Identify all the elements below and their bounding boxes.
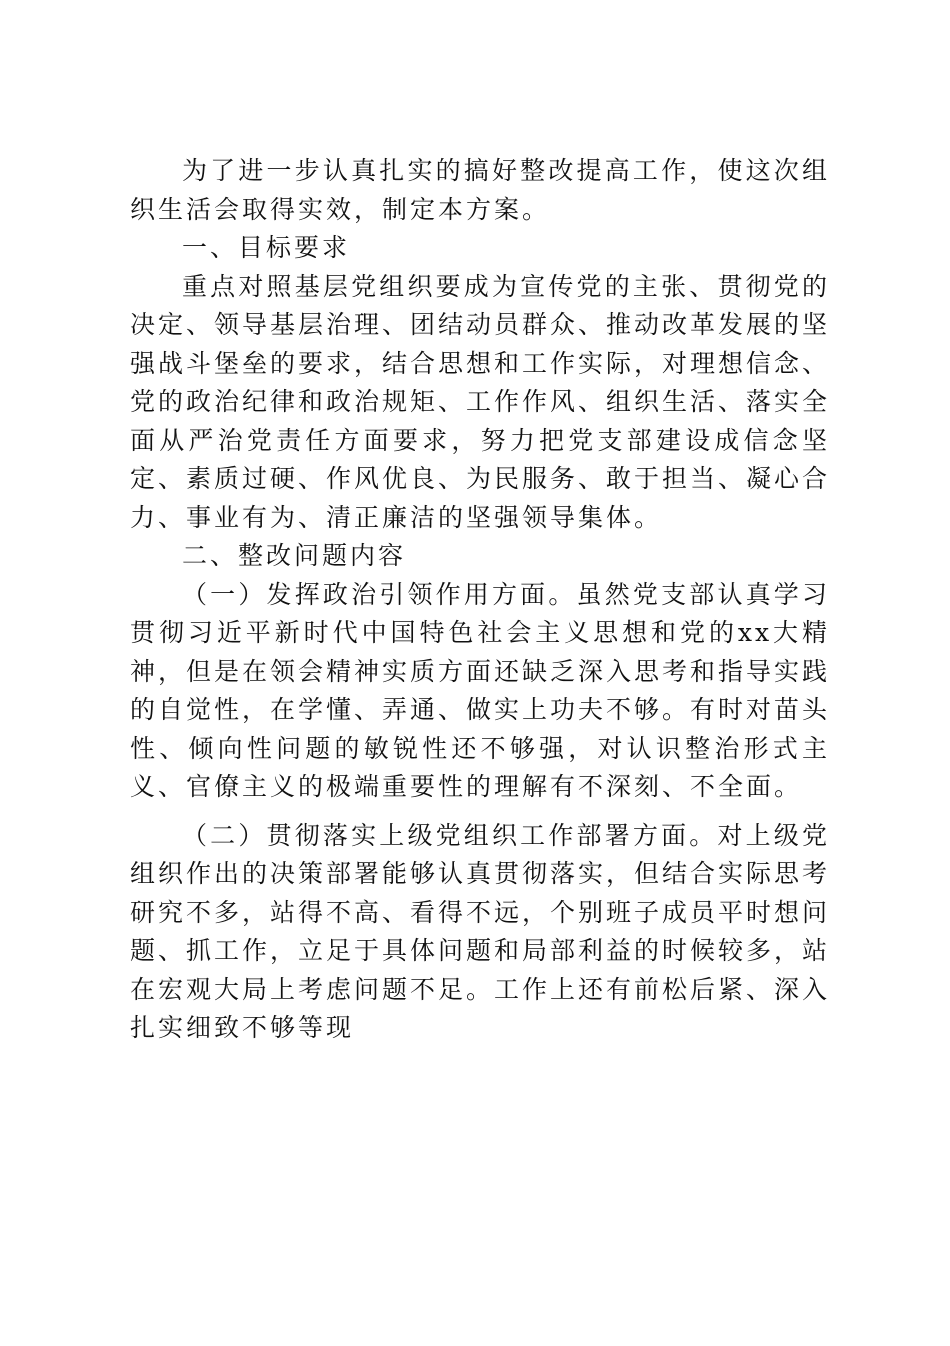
section-1-heading: 一、目标要求 bbox=[182, 233, 351, 262]
section-2-heading: 二、整改问题内容 bbox=[182, 541, 407, 570]
section-1-paragraph: 重点对照基层党组织要成为宣传党的主张、贯彻党的决定、领导基层治理、团结动员群众、推动改革发展的坚强战斗堡垒的要求，结合思想和工作实际，对理想信念、党的政治纪律和政治规矩、工作作风、组织生活、落实全面从严治党责任方面要求，努力把党支部建设成信念坚定、素质过硬、作风优良、为民服务、敢于担当、凝心合力、事业有为、清正廉洁的坚强领导集体。 bbox=[130, 271, 831, 532]
intro-paragraph: 为了进一步认真扎实的搞好整改提高工作，使这次组织生活会取得实效，制定本方案。 bbox=[130, 156, 830, 224]
document-body bbox=[130, 152, 830, 1048]
section-2-item-1: （一）发挥政治引领作用方面。虽然党支部认真学习贯彻习近平新时代中国特色社会主义思想和党的xx大精神，但是在领会精神实质方面还缺乏深入思考和指导实践的自觉性，在学懂、弄通、做实上功夫不够。有时对苗头性、倾向性问题的敏锐性还不够强，对认识整治形式主义、官僚主义的极端重要性的理解有不深刻、不全面。 bbox=[130, 579, 831, 801]
paragraph-gap bbox=[130, 807, 830, 817]
section-2-item-2: （二）贯彻落实上级党组织工作部署方面。对上级党组织作出的决策部署能够认真贯彻落实，但结合实际思考研究不多，站得不高、看得不远，个别班子成员平时想问题、抓工作，立足于具体问题和局部利益的时候较多，站在宏观大局上考虑问题不足。工作上还有前松后紧、深入扎实细致不够等现 bbox=[130, 820, 831, 1042]
